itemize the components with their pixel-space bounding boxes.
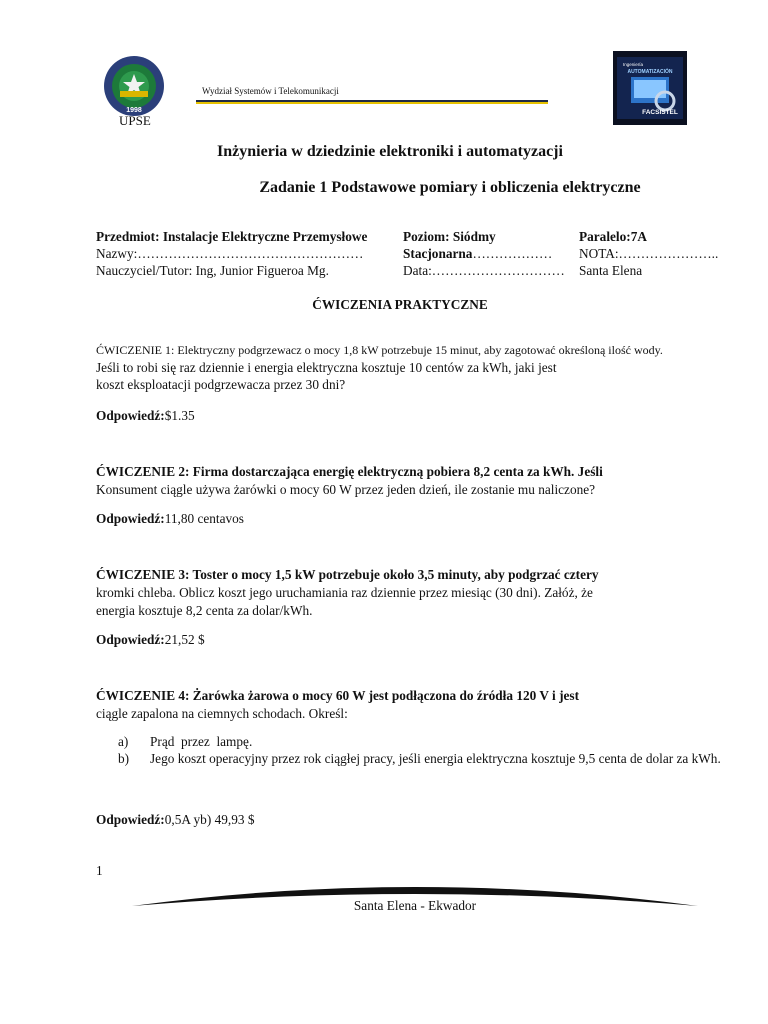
exercise-2-line: Konsument ciągle używa żarówki o mocy 60 W przez jeden dzień, ile zostanie mu naliczone? (96, 482, 596, 497)
task-title: Zadanie 1 Podstawowe pomiary i obliczenia elektryczne (259, 179, 641, 196)
exercise-1-lead: ĆWICZENIE 1: Elektryczny podgrzewacz o mocy 1,8 kW potrzebuje 15 minut, aby zagotować określoną ilość wody. (96, 343, 663, 357)
answer-value: 21,52 $ (164, 632, 205, 647)
exercise-3-answer (96, 632, 205, 648)
names-field: Nazwy:…………………………………………… (96, 246, 364, 261)
subject: Przedmiot: Instalacje Elektryczne Przemysłowe (96, 229, 368, 244)
list-text: Jego koszt operacyjny przez rok ciągłej pracy, jeśli energia elektryczna kosztuje 9,5 centa de dolar za kWh. (150, 751, 721, 766)
grade-field: NOTA:………………….. (579, 246, 719, 261)
exercise-3-line: energia kosztuje 8,2 centa za dolar/kWh. (96, 603, 313, 618)
answer-label: Odpowiedź: (96, 632, 165, 647)
svg-text:FACSISTEL: FACSISTEL (642, 109, 678, 116)
svg-text:Ingeniería: Ingeniería (623, 62, 644, 67)
exercise-3-line: kromki chleba. Oblicz koszt jego uruchamiania raz dziennie przez miesiąc (30 dni). Załóż, że (96, 585, 593, 600)
university-seal-logo (100, 55, 168, 117)
mode-field (403, 246, 552, 262)
list-marker: a) (118, 734, 129, 749)
exercise-2-answer (96, 511, 244, 527)
section-title: ĆWICZENIA PRAKTYCZNE (312, 297, 488, 312)
exercise-4-line: ciągle zapalona na ciemnych schodach. Określ: (96, 706, 348, 721)
answer-label: Odpowiedź: (96, 812, 165, 827)
parallel: Paralelo:7A (579, 229, 647, 244)
level: Poziom: Siódmy (403, 229, 496, 244)
footer-text: Santa Elena - Ekwador (353, 898, 477, 913)
answer-label: Odpowiedź: (96, 511, 165, 526)
svg-text:1998: 1998 (126, 107, 142, 114)
university-label: UPSE (119, 113, 151, 128)
page-number: 1 (96, 863, 103, 878)
tutor: Nauczyciel/Tutor: Ing, Junior Figueroa Mg. (96, 263, 329, 278)
date-field: Data:………………………… (403, 263, 565, 278)
list-text: Prąd przez lampę. (150, 734, 253, 749)
header-rule (196, 100, 548, 104)
list-marker: b) (118, 751, 130, 766)
answer-label: Odpowiedź: (96, 408, 165, 423)
faculty-logo (613, 51, 687, 125)
answer-value: 0,5A yb) 49,93 $ (164, 812, 255, 827)
document-title: Inżynieria w dziedzinie elektroniki i automatyzacji (217, 143, 563, 160)
exercise-1-answer (96, 408, 195, 424)
answer-value: $1.35 (164, 408, 195, 423)
answer-value: 11,80 centavos (164, 511, 244, 526)
exercise-3-lead: ĆWICZENIE 3: Toster o mocy 1,5 kW potrzebuje około 3,5 minuty, aby podgrzać cztery (96, 567, 599, 582)
mode-label: Stacjonarna (403, 246, 473, 261)
exercise-2-lead: ĆWICZENIE 2: Firma dostarczająca energię elektryczną pobiera 8,2 centa za kWh. Jeśli (96, 464, 603, 479)
svg-text:AUTOMATIZACIÓN: AUTOMATIZACIÓN (627, 69, 673, 75)
exercise-4-answer (96, 812, 254, 828)
place: Santa Elena (579, 263, 643, 278)
mode-dots: ……………… (472, 246, 553, 261)
faculty-name: Wydział Systemów i Telekomunikacji (202, 86, 339, 96)
exercise-4-lead: ĆWICZENIE 4: Żarówka żarowa o mocy 60 W jest podłączona do źródła 120 V i jest (96, 688, 579, 703)
exercise-1-line: Jeśli to robi się raz dziennie i energia elektryczna kosztuje 10 centów za kWh, jaki jest (96, 360, 557, 375)
exercise-1-line: koszt eksploatacji podgrzewacza przez 30 dni? (96, 377, 346, 392)
